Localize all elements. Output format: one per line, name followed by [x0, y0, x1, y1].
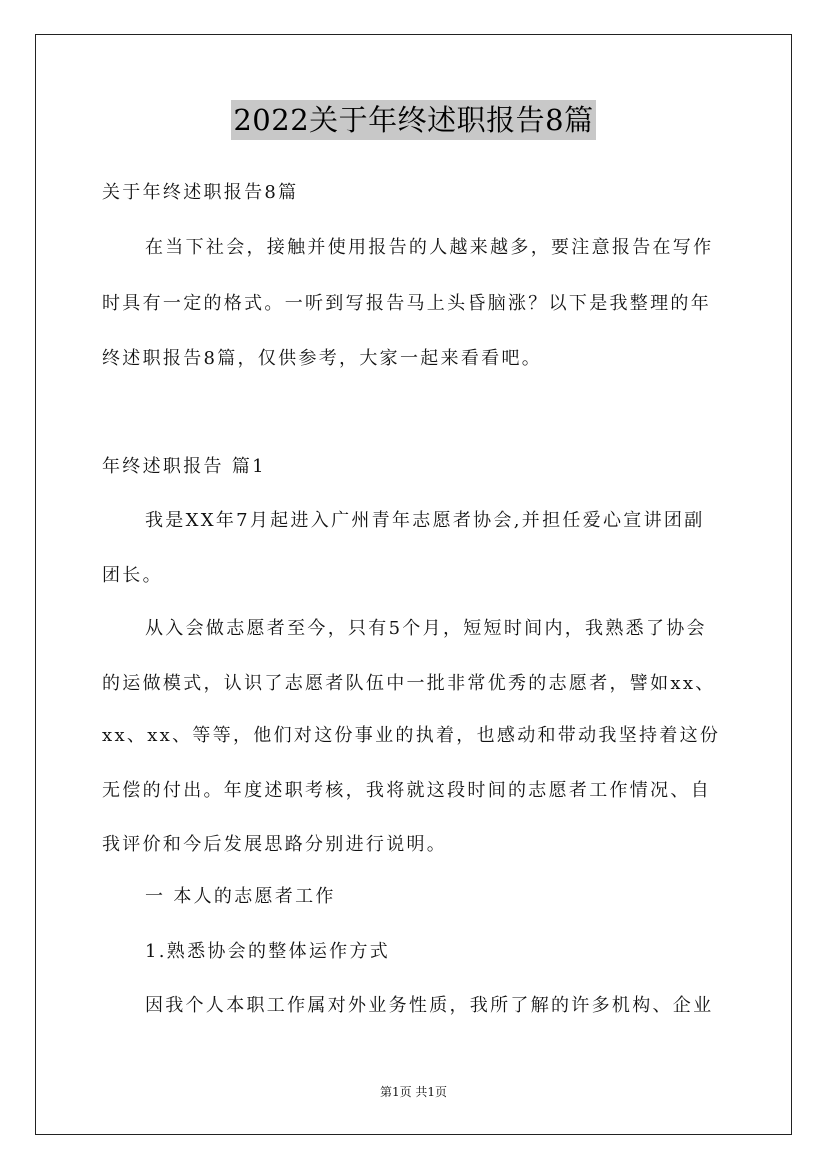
page-footer: 第1页 共1页 [379, 1085, 448, 1099]
paragraph-line: 因我个人本职工作属对外业务性质，我所了解的许多机构、企业 [145, 995, 714, 1016]
paragraph-line: 的运做模式，认识了志愿者队伍中一批非常优秀的志愿者，譬如xx、 [102, 673, 716, 694]
paragraph-line: 从入会做志愿者至今，只有5个月，短短时间内，我熟悉了协会 [145, 618, 707, 639]
paragraph-line: 在当下社会，接触并使用报告的人越来越多，要注意报告在写作 [145, 237, 714, 258]
sub-heading: 一 本人的志愿者工作 [145, 886, 336, 907]
paragraph-line: 终述职报告8篇，仅供参考，大家一起来看看吧。 [102, 348, 543, 369]
sub-heading: 1.熟悉协会的整体运作方式 [145, 941, 391, 962]
paragraph-line: xx、xx、等等，他们对这份事业的执着，也感动和带动我坚持着这份 [102, 725, 721, 746]
paragraph-line: 我评价和今后发展思路分别进行说明。 [102, 834, 448, 855]
document-title: 2022关于年终述职报告8篇 [231, 100, 595, 140]
title-container [0, 100, 827, 140]
paragraph-line: 团长。 [102, 565, 163, 586]
paragraph-line: 时具有一定的格式。一听到写报告马上头昏脑涨？以下是我整理的年 [102, 293, 711, 314]
paragraph-line: 我是XX年7月起进入广州青年志愿者协会,并担任爱心宣讲团副 [145, 510, 705, 531]
subtitle: 关于年终述职报告8篇 [102, 182, 299, 203]
paragraph-line: 无偿的付出。年度述职考核，我将就这段时间的志愿者工作情况、自 [102, 780, 711, 801]
section-heading: 年终述职报告 篇1 [102, 456, 266, 477]
